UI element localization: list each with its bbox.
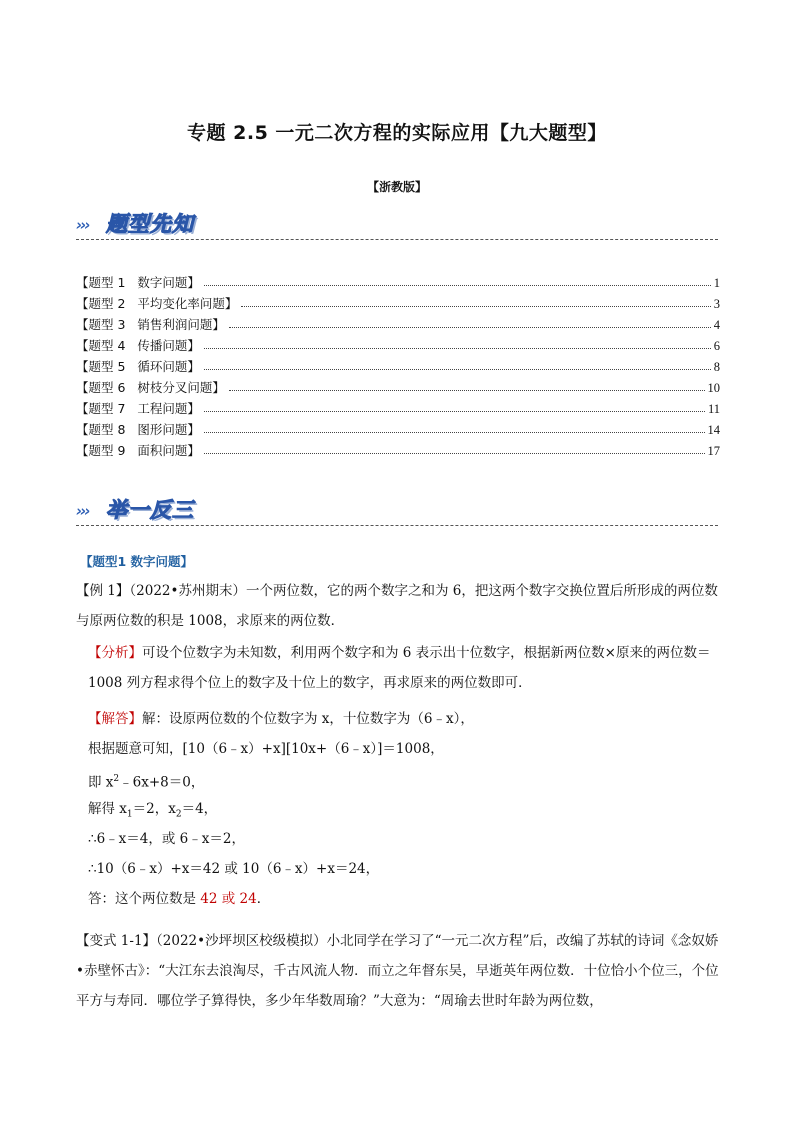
toc-item[interactable]: 【题型 4 传播问题】 6: [76, 338, 720, 353]
answer-line: 答：这个两位数是 42 或 24．: [88, 891, 271, 907]
banner-arrows-icon: ›››: [76, 216, 89, 234]
edition-label: 【浙教版】: [366, 180, 427, 194]
banner-title: 举一反三: [106, 498, 194, 522]
toc-item[interactable]: 【题型 8 图形问题】 14: [76, 422, 720, 437]
variant-paragraph: [76, 926, 722, 1016]
answer-label: 【解答】: [88, 711, 142, 727]
answer-line: ∴6﹣x＝4，或 6﹣x＝2，: [88, 831, 245, 847]
section-banner-practice: [76, 492, 718, 526]
answer-line: 【解答】解：设原两位数的个位数字为 x，十位数字为（6﹣x），: [88, 711, 474, 727]
answer-line: ∴10（6﹣x）+x＝42 或 10（6﹣x）+x＝24，: [88, 861, 380, 877]
toc-item[interactable]: 【题型 3 销售利润问题】 4: [76, 317, 720, 332]
toc-item[interactable]: 【题型 7 工程问题】 11: [76, 401, 720, 416]
answer-line: 解得 $x_1=2$，$x_2=4$，: [88, 801, 218, 820]
banner-title: 题型先知: [106, 212, 194, 236]
variant-source: （2022•沙坪坝区校级模拟）: [156, 933, 327, 949]
toc-item[interactable]: 【题型 9 面积问题】 17: [76, 443, 720, 458]
table-of-contents: [76, 270, 720, 459]
banner-arrows-icon: ›››: [76, 502, 89, 520]
analysis-label: 【分析】: [88, 645, 142, 661]
section-banner-overview: [76, 206, 718, 240]
example-paragraph: [76, 576, 722, 636]
section-heading: 【题型1 数字问题】: [80, 554, 194, 569]
dashed-divider: [76, 525, 718, 526]
example-text: 一个两位数，它的两个数字之和为 6，把这两个数字交换位置后所形成的两位数与原两位数的积是 1008，求原来的两位数．: [76, 583, 718, 629]
answer-line: 根据题意可知，[10（6﹣x）+x][10x+（6﹣x）]＝1008，: [88, 741, 444, 757]
answer-line: 即 $x^2﹣6x+8=0$，: [88, 774, 205, 791]
variant-text: 小北同学在学习了“一元二次方程”后，改编了苏轼的诗词《念奴娇•赤壁怀古》：“大江东去浪淘尽，千古风流人物．而立之年督东吴，早逝英年两位数．十位恰小个位三，个位平方与寿同．哪位学子算得快，多少年华数周瑜？”大意为：“周瑜去世时年龄为两位数，: [76, 933, 719, 1009]
toc-item[interactable]: 【题型 5 循环问题】 8: [76, 359, 720, 374]
page-title: 专题 2.5 一元二次方程的实际应用【九大题型】: [187, 122, 607, 144]
example-label: 【例 1】: [76, 583, 130, 599]
toc-item[interactable]: 【题型 2 平均变化率问题】 3: [76, 296, 720, 311]
analysis-text: 可设个位数字为未知数，利用两个数字和为 6 表示出十位数字，根据新两位数×原来的两位数＝1008 列方程求得个位上的数字及十位上的数字，再求原来的两位数即可．: [88, 645, 711, 691]
example-source: （2022•苏州期末）: [129, 583, 246, 599]
analysis-paragraph: [76, 638, 734, 698]
variant-label: 【变式 1-1】: [76, 933, 157, 949]
toc-item[interactable]: 【题型 6 树枝分叉问题】 10: [76, 380, 720, 395]
dashed-divider: [76, 239, 718, 240]
toc-item[interactable]: 【题型 1 数字问题】 1: [76, 275, 720, 290]
